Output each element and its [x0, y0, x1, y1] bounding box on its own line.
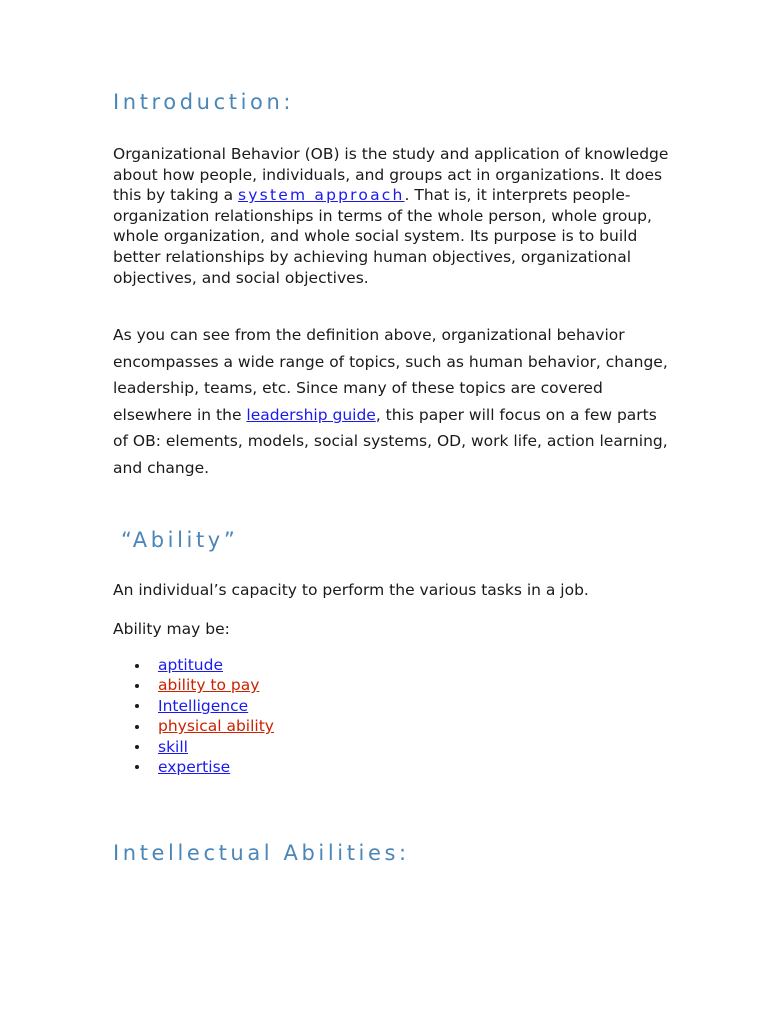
definition-paragraph — [113, 322, 673, 482]
aptitude-link[interactable]: aptitude — [158, 656, 223, 674]
intelligence-link[interactable]: Intelligence — [158, 696, 249, 715]
bullet-icon — [135, 664, 139, 668]
bullet-icon — [135, 765, 139, 769]
introduction-heading: Introduction: — [113, 90, 295, 114]
definition-text-end: , this paper will focus on a few parts of OB: elements, models, social systems, OD, work life, action learning, and change. — [113, 405, 668, 477]
ability-may-be-label: Ability may be: — [113, 620, 230, 638]
list-item — [113, 737, 274, 757]
list-item — [113, 716, 274, 736]
intro-text-end: . That is, it interprets people-organization relationships in terms of the whole person, whole group, whole organization, and whole social system. Its purpose is to build better relationships by achieving human objectives, organizational objectives, and social objectives. — [113, 186, 652, 287]
leadership-guide-link[interactable]: leadership guide — [246, 405, 376, 424]
ability-definition: An individual’s capacity to perform the various tasks in a job. — [113, 581, 589, 599]
bullet-icon — [135, 745, 139, 749]
intro-text-start: Organizational Behavior (OB) is the study and application of knowledge about how people, individuals, and groups act in organizations. It does this by taking a — [113, 145, 669, 205]
skill-link[interactable]: skill — [158, 737, 188, 756]
definition-text-start: As you can see from the definition above, organizational behavior encompasses a wide range of topics, such as human behavior, change, leadership, teams, etc. Since many of these topics are covered elsewhere in the — [113, 326, 668, 424]
ability-heading: “Ability” — [121, 528, 239, 552]
bullet-icon — [135, 725, 139, 729]
expertise-link[interactable]: expertise — [158, 757, 231, 776]
list-item — [113, 655, 274, 675]
physical-ability-link[interactable]: physical ability — [158, 717, 274, 736]
list-item — [113, 757, 274, 777]
ability-to-pay-link[interactable]: ability to pay — [158, 676, 260, 695]
bullet-icon — [135, 684, 139, 688]
intellectual-abilities-heading: Intellectual Abilities: — [113, 841, 410, 865]
system-approach-link[interactable]: system approach — [238, 186, 405, 205]
list-item — [113, 696, 274, 716]
intro-paragraph — [113, 144, 673, 288]
bullet-icon — [135, 704, 139, 708]
ability-list — [113, 655, 274, 777]
list-item — [113, 675, 274, 695]
